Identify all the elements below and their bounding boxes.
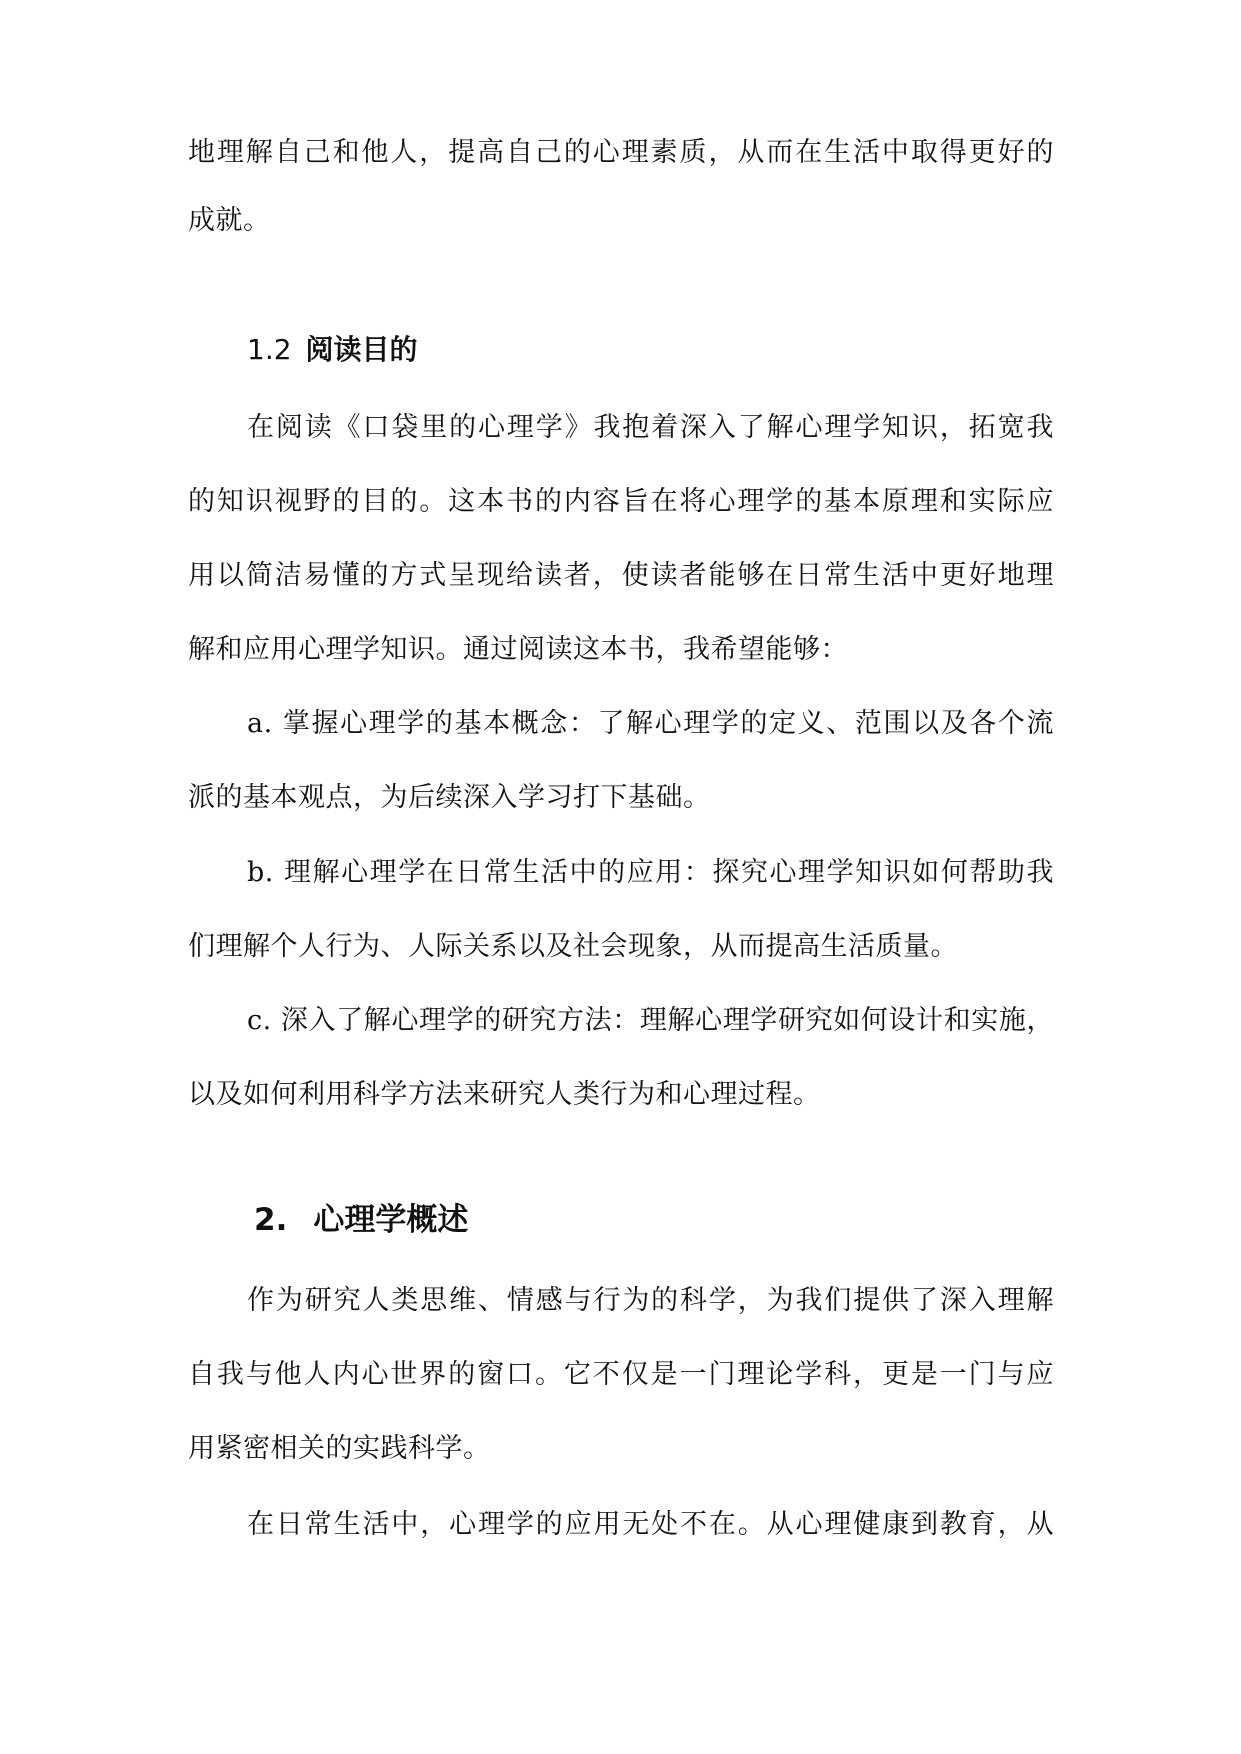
section-heading-1-2 xyxy=(247,332,418,368)
list-item-a-continued: 派的基本观点，为后续深入学习打下基础。 xyxy=(188,782,711,813)
section-number: 1.2 xyxy=(247,333,292,366)
paragraph-line: 解和应用心理学知识。通过阅读这本书，我希望能够： xyxy=(188,634,848,665)
list-item-b: b. 理解心理学在日常生活中的应用：探究心理学知识如何帮助我 xyxy=(247,857,1054,888)
paragraph-line: 在日常生活中，心理学的应用无处不在。从心理健康到教育，从 xyxy=(247,1509,1054,1540)
paragraph-line: 自我与他人内心世界的窗口。它不仅是一门理论学科，更是一门与应 xyxy=(188,1359,1054,1390)
paragraph-line: 用紧密相关的实践科学。 xyxy=(188,1433,491,1464)
paragraph-line: 成就。 xyxy=(188,205,271,236)
paragraph-line: 地理解自己和他人，提高自己的心理素质，从而在生活中取得更好的 xyxy=(188,137,1054,168)
paragraph-line: 作为研究人类思维、情感与行为的科学，为我们提供了深入理解 xyxy=(247,1285,1054,1316)
paragraph-line: 的知识视野的目的。这本书的内容旨在将心理学的基本原理和实际应 xyxy=(188,486,1054,517)
section-title: 心理学概述 xyxy=(313,1202,469,1238)
list-item-b-continued: 们理解个人行为、人际关系以及社会现象，从而提高生活质量。 xyxy=(188,931,958,962)
section-heading-2 xyxy=(254,1200,468,1240)
list-item-c: c. 深入了解心理学的研究方法：理解心理学研究如何设计和实施， xyxy=(247,1005,1054,1036)
paragraph-line: 用以简洁易懂的方式呈现给读者，使读者能够在日常生活中更好地理 xyxy=(188,560,1054,591)
section-number: 2. xyxy=(254,1202,288,1238)
paragraph-line: 在阅读《口袋里的心理学》我抱着深入了解心理学知识，拓宽我 xyxy=(247,412,1054,443)
list-item-a: a. 掌握心理学的基本概念：了解心理学的定义、范围以及各个流 xyxy=(247,708,1054,739)
section-title: 阅读目的 xyxy=(305,333,418,366)
list-item-c-continued: 以及如何利用科学方法来研究人类行为和心理过程。 xyxy=(188,1079,821,1110)
